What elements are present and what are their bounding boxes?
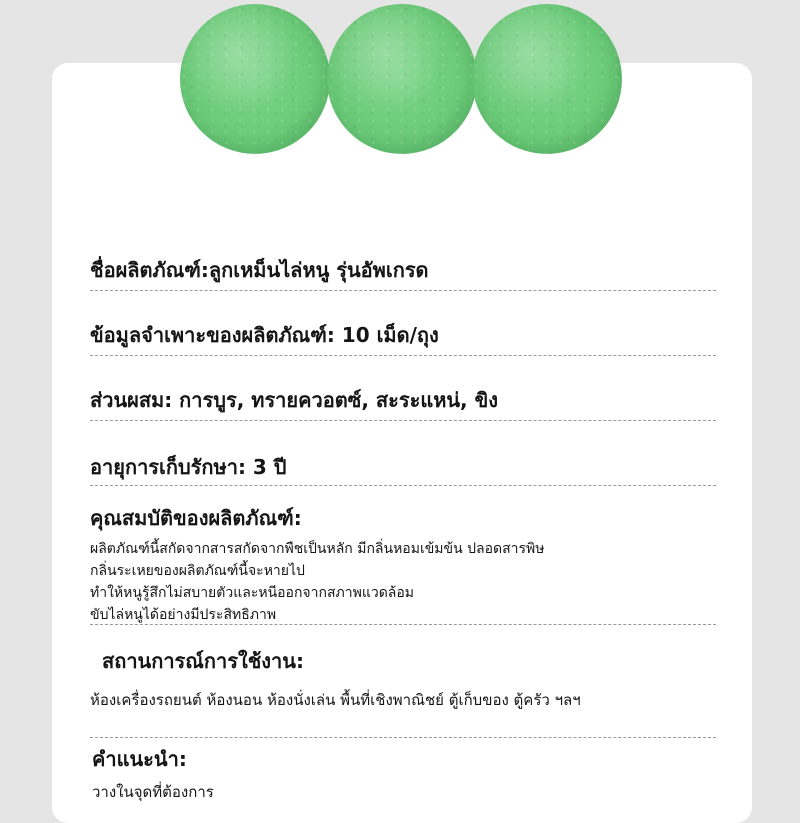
properties-line: ขับไล่หนูได้อย่างมีประสิทธิภาพ — [90, 607, 277, 623]
product-name: ชื่อผลิตภัณฑ์:ลูกเหม็นไล่หนู รุ่นอัพเกรด — [90, 258, 429, 282]
green-ball-3 — [472, 4, 622, 154]
instructions-section — [92, 743, 712, 803]
properties-line: กลิ่นระเหยของผลิตภัณฑ์นี้จะหายไป — [90, 563, 305, 579]
properties-line: ทำให้หนูรู้สึกไม่สบายตัวและหนีออกจากสภาพแวดล้อม — [90, 585, 415, 601]
shelf-life: อายุการเก็บรักษา: 3 ปี — [90, 455, 287, 479]
specification: ข้อมูลจำเพาะของผลิตภัณฑ์: 10 เม็ด/ถุง — [90, 323, 439, 347]
ingredients: ส่วนผสม: การบูร, ทรายควอตซ์, สะระแหน่, ขิง — [90, 388, 499, 412]
product-name-row — [90, 254, 716, 291]
usage-heading: สถานการณ์การใช้งาน: — [102, 649, 304, 673]
specification-row — [90, 319, 716, 356]
product-image — [0, 0, 800, 160]
ingredients-row — [90, 384, 716, 421]
usage-section — [90, 645, 716, 738]
instructions-text: วางในจุดที่ต้องการ — [92, 783, 214, 801]
shelf-life-row — [90, 451, 716, 486]
instructions-heading: คำแนะนำ: — [92, 747, 187, 771]
green-ball-2 — [327, 4, 477, 154]
properties-line: ผลิตภัณฑ์นี้สกัดจากสารสกัดจากพืชเป็นหลัก มีกลิ่นหอมเข้มข้น ปลอดสารพิษ — [90, 541, 545, 557]
properties-heading: คุณสมบัติของผลิตภัณฑ์: — [90, 506, 302, 530]
usage-text: ห้องเครื่องรถยนต์ ห้องนอน ห้องนั่งเล่น พื้นที่เชิงพาณิชย์ ตู้เก็บของ ตู้ครัว ฯลฯ — [90, 691, 581, 709]
green-ball-1 — [180, 4, 330, 154]
properties-section — [90, 502, 716, 625]
